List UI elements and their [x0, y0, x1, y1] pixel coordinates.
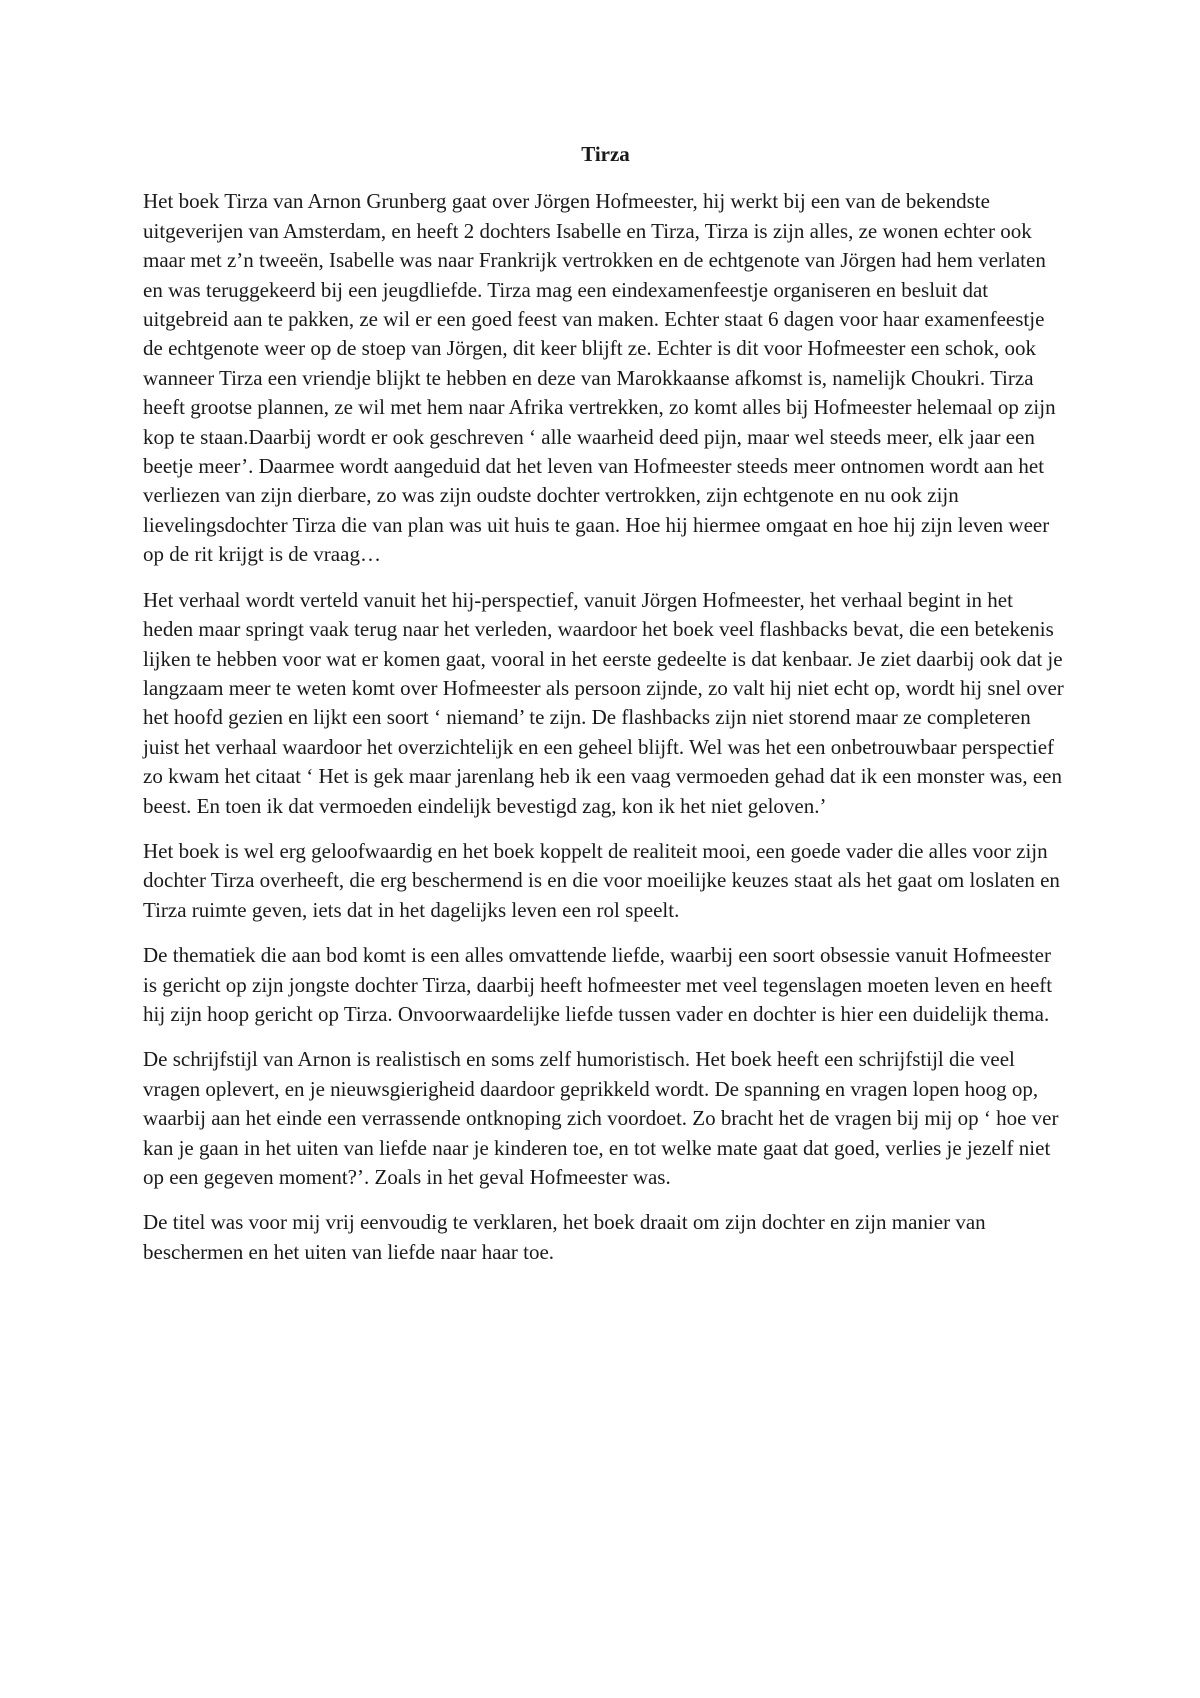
document-title: Tirza — [581, 142, 630, 166]
paragraph-title-explanation: De titel was voor mij vrij eenvoudig te verklaren, het boek draait om zijn dochter en zijn manier van beschermen en het uiten van liefde naar haar toe. — [143, 1210, 986, 1264]
paragraph-credibility: Het boek is wel erg geloofwaardig en het boek koppelt de realiteit mooi, een goede vader die alles voor zijn dochter Tirza overheeft, die erg beschermend is en die voor moeilijke keuzes staat als het gaat om loslaten en Tirza ruimte geven, iets dat in het dagelijks leven een rol speelt. — [143, 838, 1060, 922]
paragraph-perspective: Het verhaal wordt verteld vanuit het hij-perspectief, vanuit Jörgen Hofmeester, het verhaal begint in het heden maar springt vaak terug naar het verleden, waardoor het boek veel flashbacks bevat, die een betekenis lijken te hebben voor wat er komen gaat, vooral in het eerste gedeelte is dat kenbaar. Je ziet daarbij ook dat je langzaam meer te weten komt over Hofmeester als persoon zijnde, zo valt hij niet echt op, wordt hij snel over het hoofd gezien en lijkt een soort ‘ niemand’ te zijn. De flashbacks zijn niet storend maar ze completeren juist het verhaal waardoor het overzichtelijk en een geheel blijft. Wel was het een onbetrouwbaar perspectief zo kwam het citaat ‘ Het is gek maar jarenlang heb ik een vaag vermoeden gehad dat ik een monster was, een beest. En toen ik dat vermoeden eindelijk bevestigd zag, kon ik het niet geloven.’ — [143, 587, 1064, 818]
paragraph-writing-style: De schrijfstijl van Arnon is realistisch en soms zelf humoristisch. Het boek heeft een schrijfstijl die veel vragen oplevert, en je nieuwsgierigheid daardoor geprikkeld wordt. De spanning en vragen lopen hoog op, waarbij aan het einde een verrassende ontknoping zich voordoet. Zo bracht het de vragen bij mij op ‘ hoe ver kan je gaan in het uiten van liefde naar je kinderen toe, en tot welke mate gaat dat goed, verlies je jezelf niet op een gegeven moment?’. Zoals in het geval Hofmeester was. — [143, 1047, 1059, 1189]
document-body — [143, 140, 1068, 1283]
paragraph-theme: De thematiek die aan bod komt is een alles omvattende liefde, waarbij een soort obsessie vanuit Hofmeester is gericht op zijn jongste dochter Tirza, daarbij heeft hofmeester met veel tegenslagen moeten leven en heeft hij zijn hoop gericht op Tirza. Onvoorwaardelijke liefde tussen vader en dochter is hier een duidelijk thema. — [143, 943, 1053, 1026]
paragraph-summary: Het boek Tirza van Arnon Grunberg gaat over Jörgen Hofmeester, hij werkt bij een van de bekendste uitgeverijen van Amsterdam, en heeft 2 dochters Isabelle en Tirza, Tirza is zijn alles, ze wonen echter ook maar met z’n tweeën, Isabelle was naar Frankrijk vertrokken en de echtgenote van Jörgen had hem verlaten en was teruggekeerd bij een jeugdliefde. Tirza mag een eindexamenfeestje organiseren en besluit dat uitgebreid aan te pakken, ze wil er een goed feest van maken. Echter staat 6 dagen voor haar examenfeestje de echtgenote weer op de stoep van Jörgen, dit keer blijft ze. Echter is dit voor Hofmeester een schok, ook wanneer Tirza een vriendje blijkt te hebben en deze van Marokkaanse afkomst is, namelijk Choukri. Tirza heeft grootse plannen, ze wil met hem naar Afrika vertrekken, zo komt alles bij Hofmeester helemaal op zijn kop te staan.Daarbij wordt er ook geschreven ‘ alle waarheid deed pijn, maar wel steeds meer, elk jaar een beetje meer’. Daarmee wordt aangeduid dat het leven van Hofmeester steeds meer ontnomen wordt aan het verliezen van zijn dierbare, zo was zijn oudste dochter vertrokken, zijn echtgenote en nu ook zijn lievelingsdochter Tirza die van plan was uit huis te gaan. Hoe hij hiermee omgaat en hoe hij zijn leven weer op de rit krijgt is de vraag… — [143, 189, 1056, 567]
